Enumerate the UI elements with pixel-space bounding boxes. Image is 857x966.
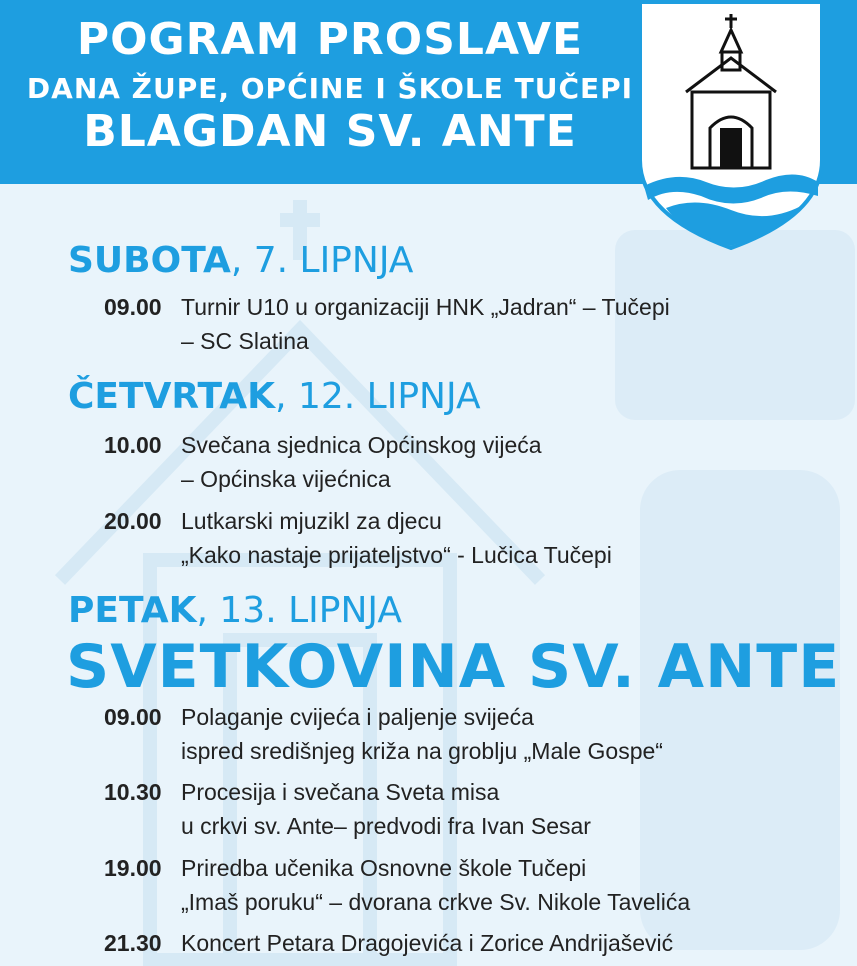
event-description: Polaganje cvijeća i paljenje svijeća ispred središnjeg križa na groblju „Male Gospe“ <box>181 704 663 764</box>
event-time: 10.00 <box>104 432 162 458</box>
title-line-3: BLAGDAN SV. ANTE <box>83 106 577 157</box>
event-description: Koncert Petara Dragojevića i Zorice Andrijašević <box>181 930 674 956</box>
event-time: 21.30 <box>104 930 162 956</box>
event-time: 10.30 <box>104 779 162 805</box>
day-heading-friday: PETAK, 13. LIPNJA <box>68 590 403 631</box>
day-heading-thursday: ČETVRTAK, 12. LIPNJA <box>68 376 481 417</box>
event-time: 09.00 <box>104 294 162 320</box>
event-description: Svečana sjednica Općinskog vijeća – Općinska vijećnica <box>181 432 542 492</box>
event-description: Lutkarski mjuzikl za djecu „Kako nastaje prijateljstvo“ - Lučica Tučepi <box>181 508 612 568</box>
title-line-2: DANA ŽUPE, OPĆINE I ŠKOLE TUČEPI <box>26 72 634 105</box>
event-description: Procesija i svečana Sveta misa u crkvi sv. Ante– predvodi fra Ivan Sesar <box>181 779 591 839</box>
event-description: Priredba učenika Osnovne škole Tučepi „Imaš poruku“ – dvorana crkve Sv. Nikole Tavelića <box>181 855 691 915</box>
day-heading-saturday: SUBOTA, 7. LIPNJA <box>68 240 414 281</box>
event-time: 19.00 <box>104 855 162 881</box>
event-time: 09.00 <box>104 704 162 730</box>
event-description: Turnir U10 u organizaciji HNK „Jadran“ – Tučepi – SC Slatina <box>181 294 670 354</box>
event-time: 20.00 <box>104 508 162 534</box>
church-crest-icon <box>636 0 826 250</box>
feast-title: SVETKOVINA SV. ANTE <box>66 632 841 702</box>
title-line-1: POGRAM PROSLAVE <box>76 14 584 65</box>
